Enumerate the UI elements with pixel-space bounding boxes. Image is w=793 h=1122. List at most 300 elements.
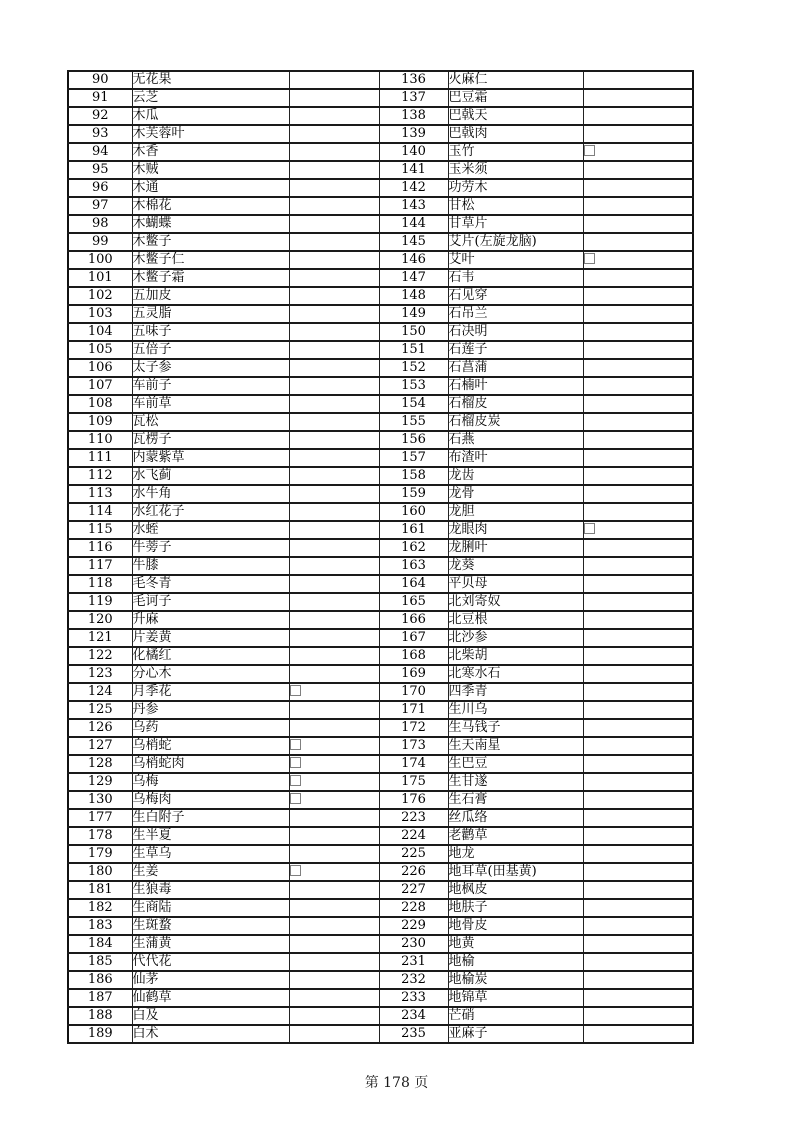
row-number-left: 127 xyxy=(68,737,132,755)
medicine-name-right: 北豆根 xyxy=(448,611,583,629)
medicine-name-left: 乌梢蛇 xyxy=(132,737,289,755)
medicine-name-right: 生川乌 xyxy=(448,701,583,719)
medicine-name-left: 白术 xyxy=(132,1025,289,1043)
checkbox-cell-right xyxy=(583,251,693,269)
checkbox-cell-left xyxy=(289,233,379,251)
medicine-name-right: 石莲子 xyxy=(448,341,583,359)
medicine-name-left: 云芝 xyxy=(132,89,289,107)
checkbox-cell-left xyxy=(289,791,379,809)
row-number-left: 101 xyxy=(68,269,132,287)
medicine-name-left: 车前草 xyxy=(132,395,289,413)
table-row xyxy=(68,341,693,359)
checkbox-cell-right xyxy=(583,557,693,575)
checkbox-cell-right xyxy=(583,989,693,1007)
row-number-right: 232 xyxy=(379,971,448,989)
medicine-name-left: 生半夏 xyxy=(132,827,289,845)
table-row xyxy=(68,125,693,143)
medicine-name-left: 仙鹤草 xyxy=(132,989,289,1007)
row-number-right: 167 xyxy=(379,629,448,647)
table-row xyxy=(68,467,693,485)
row-number-left: 180 xyxy=(68,863,132,881)
checkbox-cell-right xyxy=(583,935,693,953)
row-number-left: 187 xyxy=(68,989,132,1007)
row-number-right: 168 xyxy=(379,647,448,665)
table-row xyxy=(68,359,693,377)
row-number-right: 158 xyxy=(379,467,448,485)
checkbox-cell-right xyxy=(583,881,693,899)
checkbox-cell-left xyxy=(289,881,379,899)
medicine-name-left: 太子参 xyxy=(132,359,289,377)
empty-checkbox-icon xyxy=(584,523,595,534)
checkbox-cell-right xyxy=(583,395,693,413)
row-number-left: 126 xyxy=(68,719,132,737)
row-number-right: 156 xyxy=(379,431,448,449)
checkbox-cell-right xyxy=(583,71,693,89)
medicine-name-left: 水牛角 xyxy=(132,485,289,503)
row-number-right: 162 xyxy=(379,539,448,557)
checkbox-cell-right xyxy=(583,359,693,377)
medicine-name-left: 木瓜 xyxy=(132,107,289,125)
checkbox-cell-left xyxy=(289,71,379,89)
checkbox-cell-right xyxy=(583,377,693,395)
checkbox-cell-left xyxy=(289,377,379,395)
row-number-left: 95 xyxy=(68,161,132,179)
checkbox-cell-left xyxy=(289,341,379,359)
checkbox-cell-left xyxy=(289,1007,379,1025)
row-number-left: 177 xyxy=(68,809,132,827)
medicine-name-right: 巴豆霜 xyxy=(448,89,583,107)
row-number-right: 229 xyxy=(379,917,448,935)
medicine-name-left: 水红花子 xyxy=(132,503,289,521)
row-number-right: 147 xyxy=(379,269,448,287)
checkbox-cell-left xyxy=(289,269,379,287)
row-number-left: 113 xyxy=(68,485,132,503)
medicine-name-right: 石榴皮 xyxy=(448,395,583,413)
checkbox-cell-right xyxy=(583,107,693,125)
medicine-name-right: 龙眼肉 xyxy=(448,521,583,539)
medicine-name-left: 牛膝 xyxy=(132,557,289,575)
row-number-left: 102 xyxy=(68,287,132,305)
checkbox-cell-left xyxy=(289,737,379,755)
table-row xyxy=(68,827,693,845)
row-number-right: 225 xyxy=(379,845,448,863)
page-number: 第 178 页 xyxy=(364,1075,429,1091)
medicine-name-left: 五灵脂 xyxy=(132,305,289,323)
medicine-name-right: 地黄 xyxy=(448,935,583,953)
row-number-right: 140 xyxy=(379,143,448,161)
medicine-name-right: 石燕 xyxy=(448,431,583,449)
table-row xyxy=(68,593,693,611)
checkbox-cell-right xyxy=(583,161,693,179)
medicine-name-left: 生草乌 xyxy=(132,845,289,863)
checkbox-cell-right xyxy=(583,215,693,233)
checkbox-cell-right xyxy=(583,737,693,755)
medicine-name-right: 巴戟天 xyxy=(448,107,583,125)
medicine-name-right: 生马钱子 xyxy=(448,719,583,737)
medicine-name-left: 白及 xyxy=(132,1007,289,1025)
table-row xyxy=(68,539,693,557)
table-row xyxy=(68,773,693,791)
table-row xyxy=(68,269,693,287)
checkbox-cell-right xyxy=(583,539,693,557)
row-number-right: 159 xyxy=(379,485,448,503)
checkbox-cell-right xyxy=(583,341,693,359)
table-row xyxy=(68,935,693,953)
row-number-left: 119 xyxy=(68,593,132,611)
table-row xyxy=(68,521,693,539)
checkbox-cell-left xyxy=(289,197,379,215)
medicine-name-left: 毛诃子 xyxy=(132,593,289,611)
table-row xyxy=(68,251,693,269)
medicine-name-left: 化橘红 xyxy=(132,647,289,665)
medicine-name-left: 木鳖子 xyxy=(132,233,289,251)
row-number-right: 163 xyxy=(379,557,448,575)
medicine-name-right: 龙胆 xyxy=(448,503,583,521)
row-number-left: 104 xyxy=(68,323,132,341)
medicine-name-left: 代代花 xyxy=(132,953,289,971)
checkbox-cell-right xyxy=(583,485,693,503)
row-number-left: 121 xyxy=(68,629,132,647)
medicine-name-right: 石楠叶 xyxy=(448,377,583,395)
medicine-name-left: 升麻 xyxy=(132,611,289,629)
table-row xyxy=(68,845,693,863)
medicine-name-left: 五加皮 xyxy=(132,287,289,305)
row-number-left: 128 xyxy=(68,755,132,773)
medicine-name-left: 木芙蓉叶 xyxy=(132,125,289,143)
medicine-name-left: 瓦松 xyxy=(132,413,289,431)
row-number-left: 100 xyxy=(68,251,132,269)
medicine-name-right: 北沙参 xyxy=(448,629,583,647)
checkbox-cell-right xyxy=(583,971,693,989)
checkbox-cell-left xyxy=(289,827,379,845)
checkbox-cell-left xyxy=(289,989,379,1007)
empty-checkbox-icon xyxy=(290,775,301,786)
checkbox-cell-left xyxy=(289,647,379,665)
medicine-name-right: 亚麻子 xyxy=(448,1025,583,1043)
row-number-left: 125 xyxy=(68,701,132,719)
checkbox-cell-left xyxy=(289,683,379,701)
row-number-left: 103 xyxy=(68,305,132,323)
medicine-name-right: 生甘遂 xyxy=(448,773,583,791)
medicine-name-left: 生姜 xyxy=(132,863,289,881)
medicine-name-left: 月季花 xyxy=(132,683,289,701)
medicine-name-right: 平贝母 xyxy=(448,575,583,593)
medicine-name-right: 石菖蒲 xyxy=(448,359,583,377)
medicine-name-left: 毛冬青 xyxy=(132,575,289,593)
medicine-name-right: 芒硝 xyxy=(448,1007,583,1025)
medicine-name-right: 甘松 xyxy=(448,197,583,215)
checkbox-cell-left xyxy=(289,809,379,827)
row-number-right: 223 xyxy=(379,809,448,827)
row-number-left: 108 xyxy=(68,395,132,413)
checkbox-cell-right xyxy=(583,323,693,341)
table-row xyxy=(68,287,693,305)
checkbox-cell-right xyxy=(583,233,693,251)
medicine-name-right: 布渣叶 xyxy=(448,449,583,467)
row-number-left: 184 xyxy=(68,935,132,953)
checkbox-cell-left xyxy=(289,287,379,305)
checkbox-cell-left xyxy=(289,89,379,107)
row-number-right: 136 xyxy=(379,71,448,89)
checkbox-cell-right xyxy=(583,863,693,881)
medicine-name-right: 地龙 xyxy=(448,845,583,863)
row-number-left: 124 xyxy=(68,683,132,701)
checkbox-cell-left xyxy=(289,251,379,269)
checkbox-cell-right xyxy=(583,143,693,161)
table-row xyxy=(68,89,693,107)
checkbox-cell-left xyxy=(289,611,379,629)
checkbox-cell-right xyxy=(583,917,693,935)
checkbox-cell-right xyxy=(583,791,693,809)
medicine-name-right: 玉竹 xyxy=(448,143,583,161)
checkbox-cell-right xyxy=(583,773,693,791)
row-number-right: 234 xyxy=(379,1007,448,1025)
row-number-right: 228 xyxy=(379,899,448,917)
checkbox-cell-right xyxy=(583,269,693,287)
row-number-right: 226 xyxy=(379,863,448,881)
row-number-right: 233 xyxy=(379,989,448,1007)
checkbox-cell-right xyxy=(583,719,693,737)
checkbox-cell-left xyxy=(289,305,379,323)
row-number-right: 161 xyxy=(379,521,448,539)
table-body xyxy=(68,71,693,1043)
row-number-left: 122 xyxy=(68,647,132,665)
table-row xyxy=(68,665,693,683)
row-number-right: 142 xyxy=(379,179,448,197)
checkbox-cell-left xyxy=(289,161,379,179)
medicine-name-left: 五味子 xyxy=(132,323,289,341)
row-number-right: 154 xyxy=(379,395,448,413)
medicine-name-left: 水蛭 xyxy=(132,521,289,539)
empty-checkbox-icon xyxy=(290,793,301,804)
row-number-left: 118 xyxy=(68,575,132,593)
checkbox-cell-right xyxy=(583,305,693,323)
table-row xyxy=(68,755,693,773)
medicine-name-left: 牛蒡子 xyxy=(132,539,289,557)
medicine-name-right: 石韦 xyxy=(448,269,583,287)
row-number-left: 189 xyxy=(68,1025,132,1043)
medicine-name-right: 龙脷叶 xyxy=(448,539,583,557)
row-number-left: 112 xyxy=(68,467,132,485)
row-number-right: 143 xyxy=(379,197,448,215)
checkbox-cell-left xyxy=(289,701,379,719)
medicine-name-right: 艾叶 xyxy=(448,251,583,269)
medicine-name-left: 乌梅 xyxy=(132,773,289,791)
row-number-left: 115 xyxy=(68,521,132,539)
medicine-name-left: 木蝴蝶 xyxy=(132,215,289,233)
checkbox-cell-right xyxy=(583,827,693,845)
table-row xyxy=(68,503,693,521)
checkbox-cell-left xyxy=(289,899,379,917)
empty-checkbox-icon xyxy=(290,739,301,750)
empty-checkbox-icon xyxy=(584,145,595,156)
row-number-left: 188 xyxy=(68,1007,132,1025)
medicine-name-right: 北柴胡 xyxy=(448,647,583,665)
checkbox-cell-left xyxy=(289,629,379,647)
row-number-right: 172 xyxy=(379,719,448,737)
row-number-left: 179 xyxy=(68,845,132,863)
checkbox-cell-left xyxy=(289,395,379,413)
checkbox-cell-right xyxy=(583,755,693,773)
row-number-right: 146 xyxy=(379,251,448,269)
medicine-name-left: 生斑蝥 xyxy=(132,917,289,935)
medicine-name-right: 龙齿 xyxy=(448,467,583,485)
medicine-name-left: 生商陆 xyxy=(132,899,289,917)
table-row xyxy=(68,737,693,755)
medicine-name-right: 丝瓜络 xyxy=(448,809,583,827)
checkbox-cell-right xyxy=(583,575,693,593)
table-row xyxy=(68,431,693,449)
table-row xyxy=(68,899,693,917)
checkbox-cell-left xyxy=(289,413,379,431)
medicine-name-left: 木香 xyxy=(132,143,289,161)
row-number-left: 98 xyxy=(68,215,132,233)
checkbox-cell-left xyxy=(289,431,379,449)
medicine-name-right: 地骨皮 xyxy=(448,917,583,935)
medicine-name-left: 生蒲黄 xyxy=(132,935,289,953)
checkbox-cell-right xyxy=(583,809,693,827)
checkbox-cell-left xyxy=(289,665,379,683)
row-number-left: 183 xyxy=(68,917,132,935)
medicine-name-left: 木鳖子霜 xyxy=(132,269,289,287)
checkbox-cell-left xyxy=(289,143,379,161)
row-number-left: 110 xyxy=(68,431,132,449)
medicine-name-left: 乌药 xyxy=(132,719,289,737)
checkbox-cell-left xyxy=(289,953,379,971)
row-number-left: 181 xyxy=(68,881,132,899)
checkbox-cell-right xyxy=(583,521,693,539)
row-number-left: 114 xyxy=(68,503,132,521)
row-number-left: 97 xyxy=(68,197,132,215)
empty-checkbox-icon xyxy=(584,253,595,264)
table-row xyxy=(68,575,693,593)
row-number-left: 120 xyxy=(68,611,132,629)
checkbox-cell-left xyxy=(289,323,379,341)
checkbox-cell-right xyxy=(583,503,693,521)
table-row xyxy=(68,215,693,233)
table-row xyxy=(68,953,693,971)
medicine-name-right: 地耳草(田基黄) xyxy=(448,863,583,881)
checkbox-cell-right xyxy=(583,845,693,863)
checkbox-cell-right xyxy=(583,593,693,611)
medicine-name-right: 火麻仁 xyxy=(448,71,583,89)
row-number-right: 151 xyxy=(379,341,448,359)
empty-checkbox-icon xyxy=(290,865,301,876)
row-number-left: 96 xyxy=(68,179,132,197)
row-number-right: 139 xyxy=(379,125,448,143)
row-number-right: 150 xyxy=(379,323,448,341)
row-number-left: 186 xyxy=(68,971,132,989)
checkbox-cell-right xyxy=(583,413,693,431)
row-number-right: 231 xyxy=(379,953,448,971)
medicine-name-left: 无花果 xyxy=(132,71,289,89)
table-row xyxy=(68,683,693,701)
medicine-name-left: 车前子 xyxy=(132,377,289,395)
row-number-right: 155 xyxy=(379,413,448,431)
row-number-right: 227 xyxy=(379,881,448,899)
checkbox-cell-right xyxy=(583,449,693,467)
table-row xyxy=(68,143,693,161)
table-row xyxy=(68,1025,693,1043)
row-number-left: 182 xyxy=(68,899,132,917)
medicine-name-right: 石见穿 xyxy=(448,287,583,305)
medicine-name-right: 生石膏 xyxy=(448,791,583,809)
medicine-name-left: 水飞蓟 xyxy=(132,467,289,485)
checkbox-cell-left xyxy=(289,575,379,593)
table-row xyxy=(68,557,693,575)
checkbox-cell-left xyxy=(289,719,379,737)
medicine-name-right: 北寒水石 xyxy=(448,665,583,683)
row-number-right: 230 xyxy=(379,935,448,953)
checkbox-cell-right xyxy=(583,611,693,629)
checkbox-cell-left xyxy=(289,917,379,935)
table-row xyxy=(68,179,693,197)
medicine-name-left: 木贼 xyxy=(132,161,289,179)
checkbox-cell-left xyxy=(289,503,379,521)
medicine-name-left: 木通 xyxy=(132,179,289,197)
row-number-right: 153 xyxy=(379,377,448,395)
row-number-right: 138 xyxy=(379,107,448,125)
table-row xyxy=(68,791,693,809)
checkbox-cell-left xyxy=(289,125,379,143)
checkbox-cell-left xyxy=(289,179,379,197)
row-number-left: 90 xyxy=(68,71,132,89)
checkbox-cell-left xyxy=(289,557,379,575)
medicine-name-right: 地枫皮 xyxy=(448,881,583,899)
row-number-left: 93 xyxy=(68,125,132,143)
row-number-right: 164 xyxy=(379,575,448,593)
medicine-name-right: 巴戟肉 xyxy=(448,125,583,143)
checkbox-cell-right xyxy=(583,431,693,449)
medicine-name-right: 龙骨 xyxy=(448,485,583,503)
medicine-name-right: 地榆 xyxy=(448,953,583,971)
checkbox-cell-right xyxy=(583,1025,693,1043)
medicine-name-left: 生白附子 xyxy=(132,809,289,827)
medicine-name-right: 地肤子 xyxy=(448,899,583,917)
row-number-left: 130 xyxy=(68,791,132,809)
row-number-left: 129 xyxy=(68,773,132,791)
medicine-name-left: 木棉花 xyxy=(132,197,289,215)
empty-checkbox-icon xyxy=(290,685,301,696)
medicine-name-right: 石吊兰 xyxy=(448,305,583,323)
row-number-left: 178 xyxy=(68,827,132,845)
table-row xyxy=(68,197,693,215)
checkbox-cell-right xyxy=(583,1007,693,1025)
row-number-left: 117 xyxy=(68,557,132,575)
row-number-left: 111 xyxy=(68,449,132,467)
row-number-right: 144 xyxy=(379,215,448,233)
checkbox-cell-right xyxy=(583,899,693,917)
row-number-right: 235 xyxy=(379,1025,448,1043)
row-number-left: 123 xyxy=(68,665,132,683)
table-row xyxy=(68,1007,693,1025)
medicine-name-left: 乌梅肉 xyxy=(132,791,289,809)
table-row xyxy=(68,629,693,647)
checkbox-cell-left xyxy=(289,521,379,539)
medicine-name-right: 生巴豆 xyxy=(448,755,583,773)
row-number-right: 166 xyxy=(379,611,448,629)
medicine-name-left: 丹参 xyxy=(132,701,289,719)
medicine-name-left: 木鳖子仁 xyxy=(132,251,289,269)
checkbox-cell-left xyxy=(289,485,379,503)
checkbox-cell-right xyxy=(583,665,693,683)
table-row xyxy=(68,305,693,323)
medicine-name-right: 功劳木 xyxy=(448,179,583,197)
table-row xyxy=(68,719,693,737)
row-number-right: 148 xyxy=(379,287,448,305)
table-row xyxy=(68,449,693,467)
medicine-name-left: 乌梢蛇肉 xyxy=(132,755,289,773)
